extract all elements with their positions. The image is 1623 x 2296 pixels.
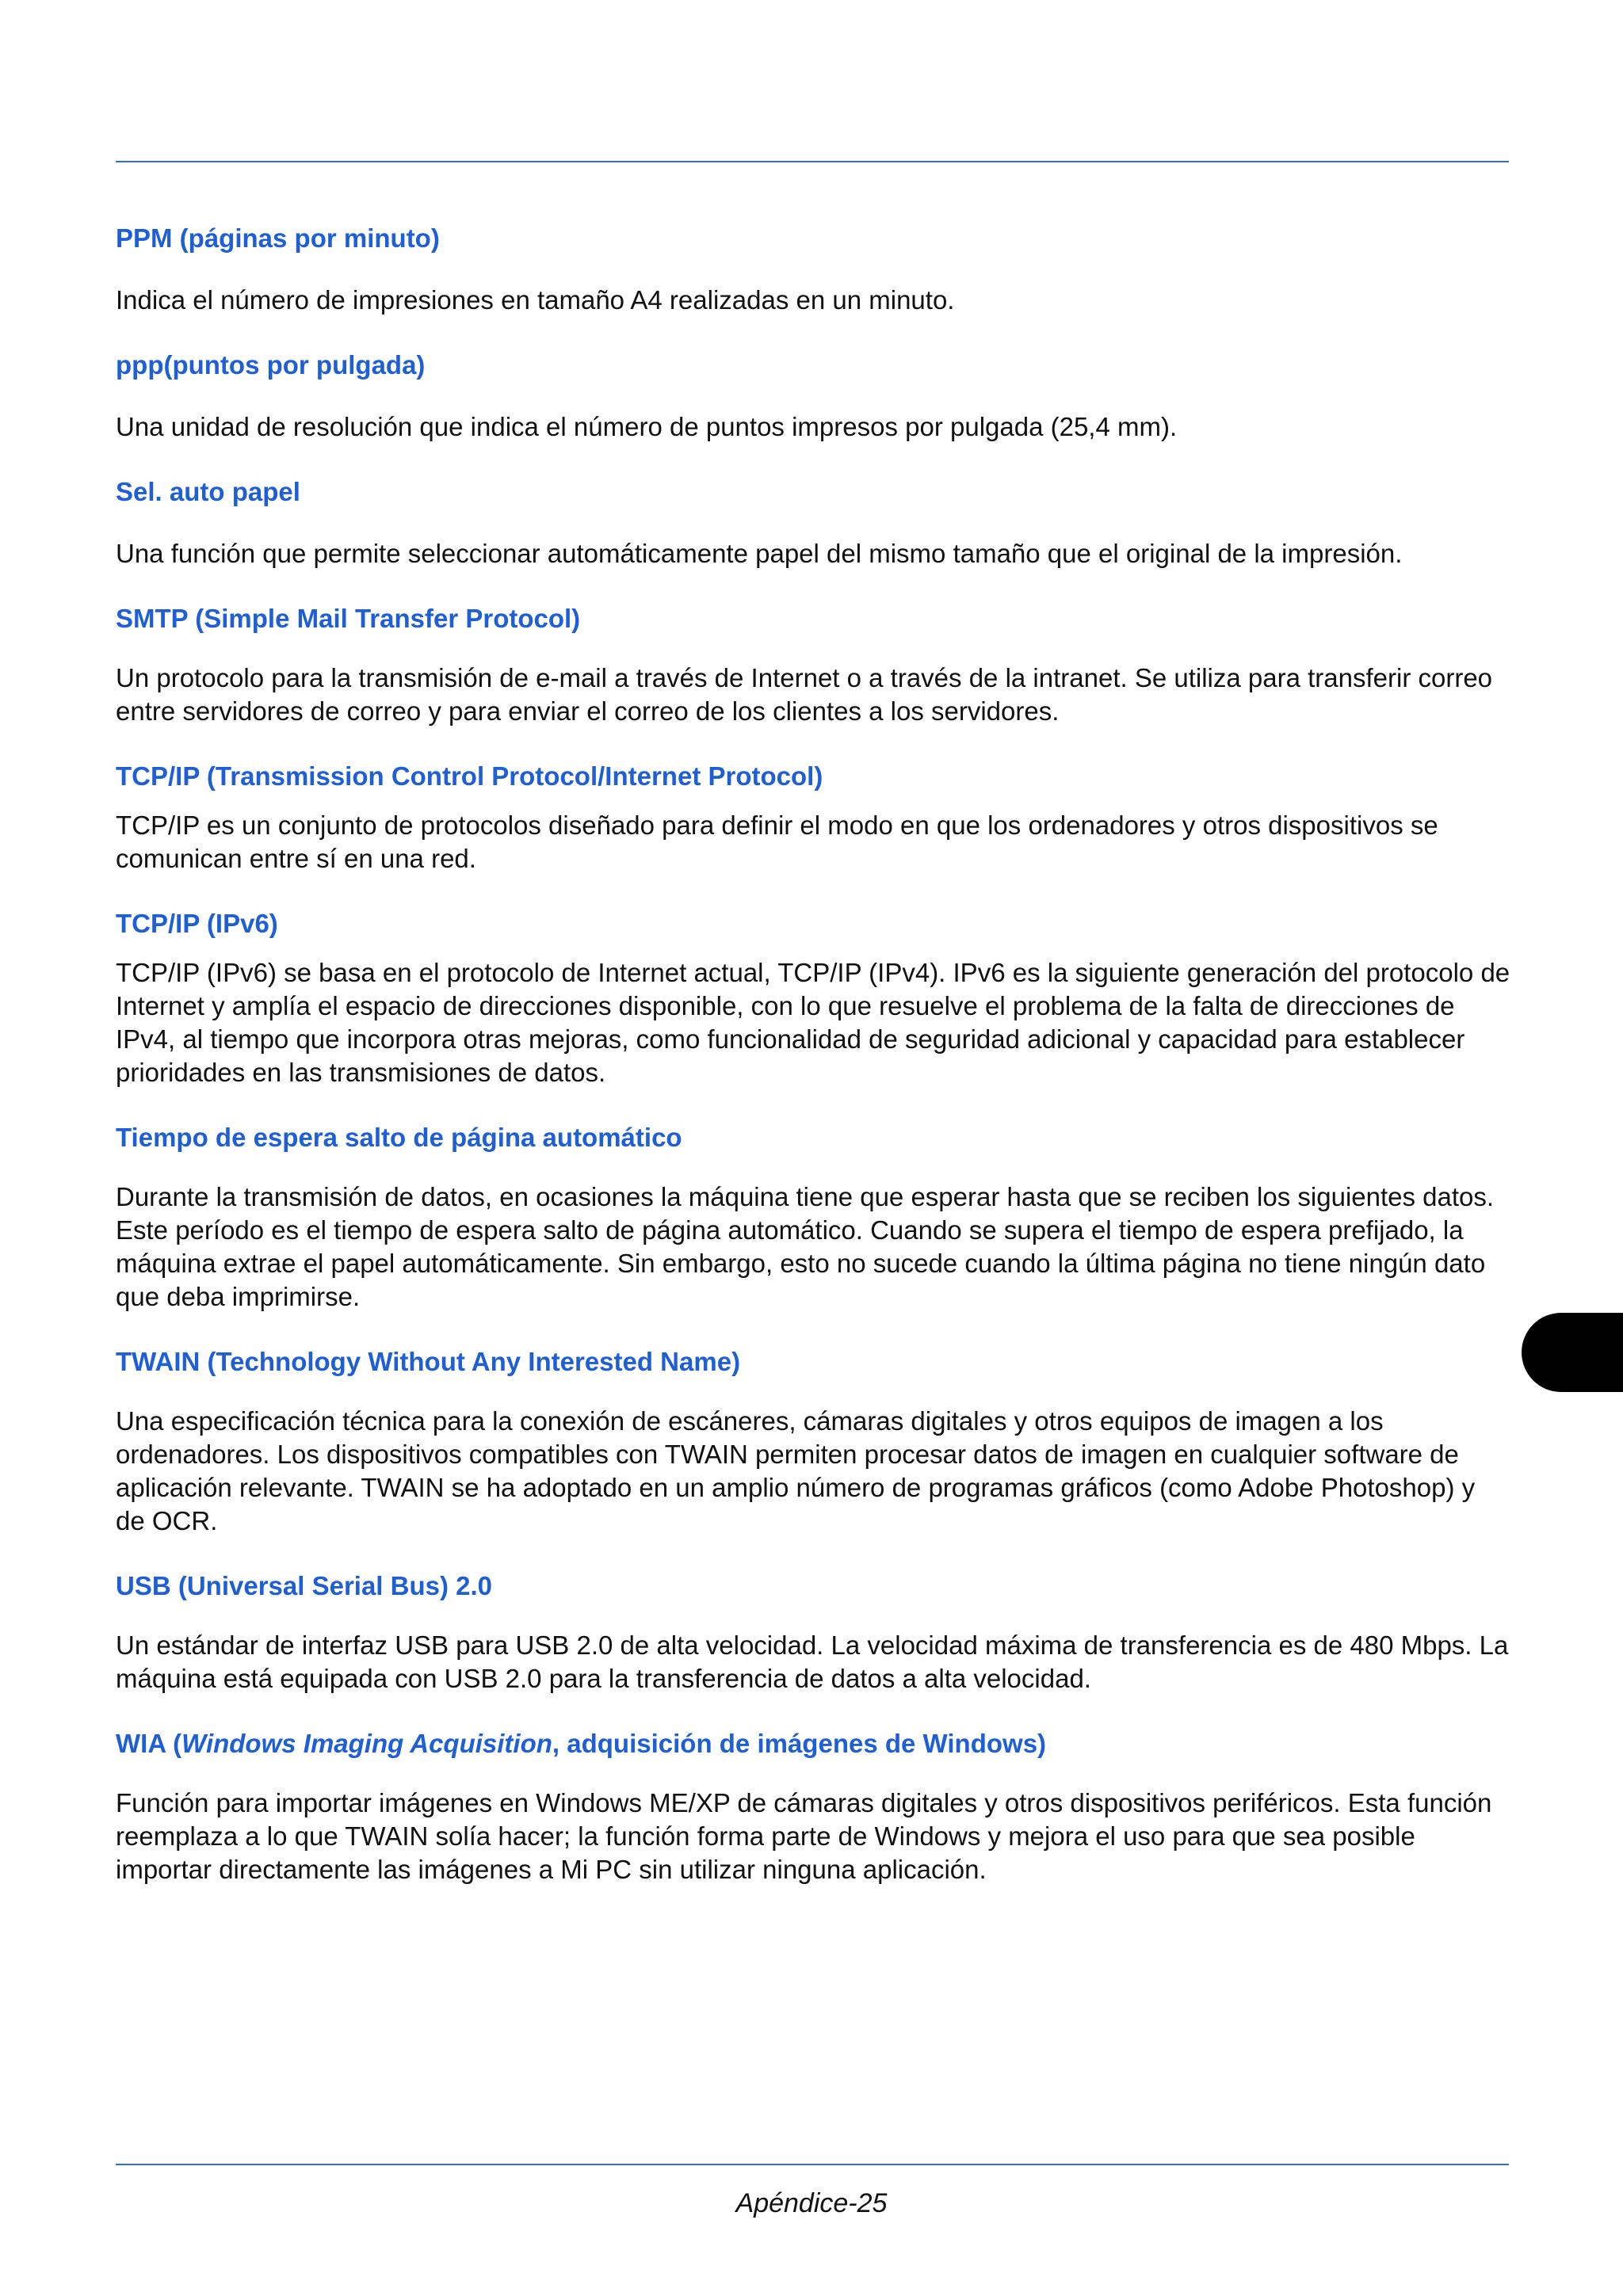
glossary-term: Sel. auto papel <box>116 477 300 506</box>
page-number: Apéndice-25 <box>735 2188 888 2218</box>
header-rule <box>116 161 1509 162</box>
glossary-description: Durante la transmisión de datos, en ocasiones la máquina tiene que esperar hasta que se reciben los siguientes datos. Este período es el tiempo de espera salto de página automático. Cuando se supera el tiempo de espera prefijado, la máquina extrae el papel automáticamente. Sin embargo, esto no sucede cuando la última página no tiene ningún dato que deba imprimirse. <box>116 1182 1495 1311</box>
glossary-description: Una función que permite seleccionar automáticamente papel del mismo tamaño que el original de la impresión. <box>116 539 1403 568</box>
glossary-term: SMTP (Simple Mail Transfer Protocol) <box>116 604 581 633</box>
glossary-term <box>116 1727 1510 1760</box>
glossary-term: TWAIN (Technology Without Any Interested Name) <box>116 1347 741 1376</box>
glossary-term-italic: Windows Imaging Acquisition <box>181 1729 552 1758</box>
glossary-term: ppp(puntos por pulgada) <box>116 350 426 379</box>
glossary-description: Un protocolo para la transmisión de e-mail a través de Internet o a través de la intranet. Se utiliza para transferir correo entre servidores de correo y para enviar el correo de los clientes a los servidores. <box>116 663 1493 726</box>
glossary-entry-tiempo-espera <box>116 1121 1510 1345</box>
chapter-tab-marker <box>1522 1313 1623 1392</box>
glossary-term-suffix: , adquisición de imágenes de Windows) <box>552 1729 1047 1758</box>
glossary-term: Tiempo de espera salto de página automático <box>116 1123 682 1152</box>
glossary-content <box>116 222 1510 1886</box>
glossary-description: TCP/IP (IPv6) se basa en el protocolo de Internet actual, TCP/IP (IPv4). IPv6 es la siguiente generación del protocolo de Internet y amplía el espacio de direcciones disponible, con lo que resuelve el problema de la falta de direcciones de IPv4, al tiempo que incorpora otras mejoras, como funcionalidad de seguridad adicional y capacidad para establecer prioridades en las transmisiones de datos. <box>116 958 1510 1087</box>
glossary-entry-smtp <box>116 602 1510 760</box>
glossary-description: Un estándar de interfaz USB para USB 2.0 de alta velocidad. La velocidad máxima de transferencia es de 480 Mbps. La máquina está equipada con USB 2.0 para la transferencia de datos a alta velocidad. <box>116 1630 1509 1693</box>
footer-rule <box>116 2164 1509 2165</box>
glossary-term: TCP/IP (Transmission Control Protocol/Internet Protocol) <box>116 761 823 791</box>
glossary-term-prefix: WIA ( <box>116 1729 182 1758</box>
glossary-entry-tcp-ip <box>116 760 1510 907</box>
glossary-term: PPM (páginas por minuto) <box>116 223 440 253</box>
glossary-description: Una unidad de resolución que indica el número de puntos impresos por pulgada (25,4 mm). <box>116 412 1178 441</box>
glossary-description: Función para importar imágenes en Windows ME/XP de cámaras digitales y otros dispositivos periféricos. Esta función reemplaza a lo que TWAIN solía hacer; la función forma parte de Windows y mejora el uso para que sea posible importar directamente las imágenes a Mi PC sin utilizar ninguna aplicación. <box>116 1788 1492 1884</box>
glossary-description: TCP/IP es un conjunto de protocolos diseñado para definir el modo en que los ordenadores y otros dispositivos se comunican entre sí en una red. <box>116 810 1438 873</box>
glossary-entry-sel-auto-papel <box>116 475 1510 602</box>
glossary-entry-twain <box>116 1345 1510 1569</box>
glossary-term: USB (Universal Serial Bus) 2.0 <box>116 1571 493 1600</box>
glossary-term: TCP/IP (IPv6) <box>116 909 278 938</box>
glossary-entry-ppp <box>116 349 1510 475</box>
glossary-entry-wia <box>116 1727 1510 1886</box>
glossary-entry-usb <box>116 1569 1510 1727</box>
glossary-description: Una especificación técnica para la conexión de escáneres, cámaras digitales y otros equipos de imagen a los ordenadores. Los dispositivos compatibles con TWAIN permiten procesar datos de imagen en cualquier software de aplicación relevante. TWAIN se ha adoptado en un amplio número de programas gráficos (como Adobe Photoshop) y de OCR. <box>116 1406 1476 1535</box>
glossary-entry-ppm <box>116 222 1510 349</box>
glossary-description: Indica el número de impresiones en tamaño A4 realizadas en un minuto. <box>116 285 955 315</box>
glossary-entry-tcp-ip-ipv6 <box>116 907 1510 1121</box>
